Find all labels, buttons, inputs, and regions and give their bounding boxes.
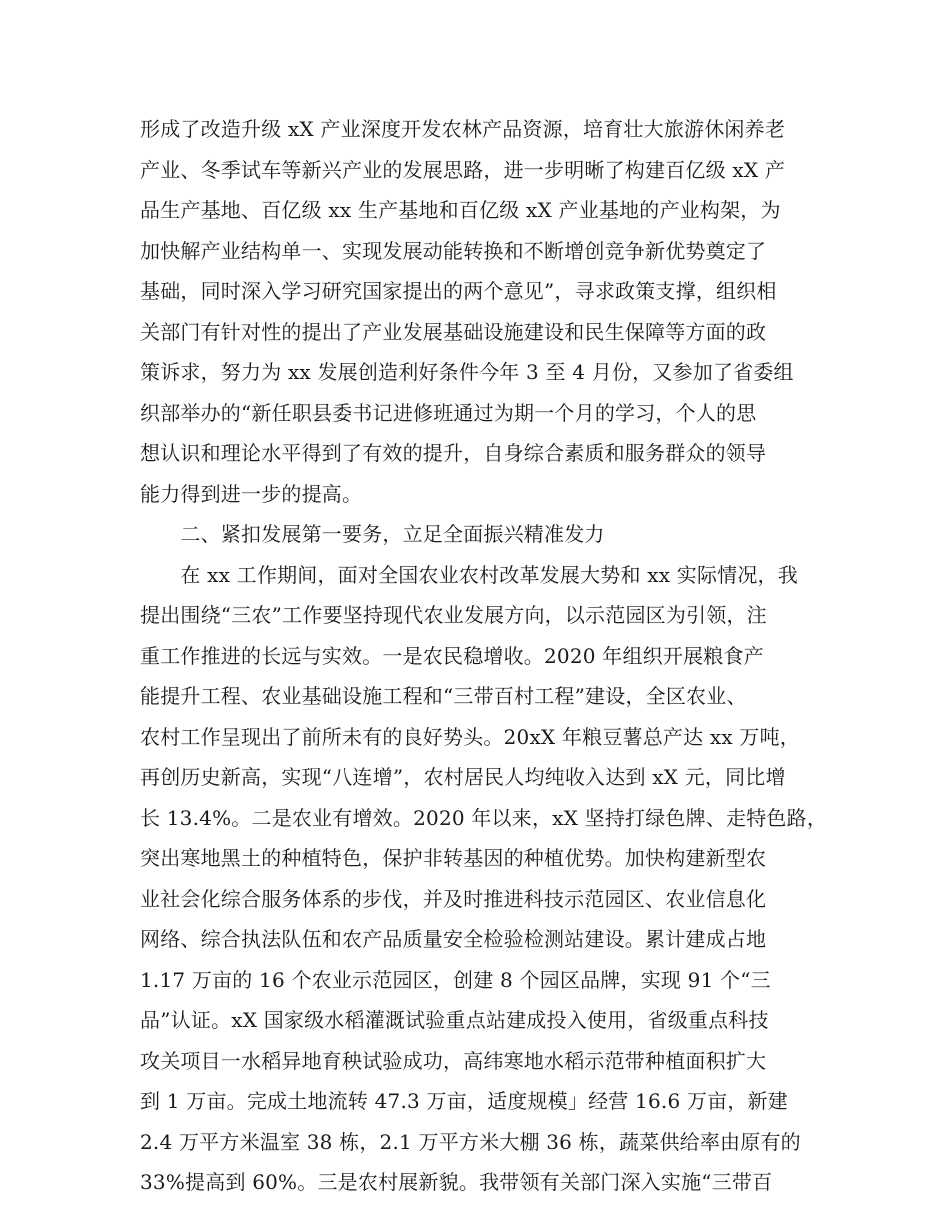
text-line: 想认识和理论水平得到了有效的提升，自身综合素质和服务群众的领导 <box>140 441 767 465</box>
text-line: 业社会化综合服务体系的步伐，并及时推进科技示范园区、农业信息化 <box>140 886 767 911</box>
text-line: 到 1 万亩。完成土地流转 47.3 万亩，适度规模」经营 16.6 万亩，新建 <box>140 1089 788 1113</box>
text-line: 产业、冬季试车等新兴产业的发展思路，进一步明晰了构建百亿级 xX 产 <box>140 157 786 182</box>
text-line: 品生产基地、百亿级 xx 生产基地和百亿级 xX 产业基地的产业构架，为 <box>140 198 781 222</box>
text-line: 2.4 万平方米温室 38 栋，2.1 万平方米大棚 36 栋，蔬菜供给率由原有的 <box>140 1129 801 1154</box>
text-line: 织部举办的“新任职县委书记进修班通过为期一个月的学习，个人的思 <box>140 400 757 425</box>
text-line: 形成了改造升级 xX 产业深度开发农林产品资源，培育壮大旅游休闲养老 <box>140 117 786 141</box>
text-line: 33%提高到 60%。三是农村展新貌。我带领有关部门深入实施“三带百 <box>140 1170 773 1194</box>
text-line: 网络、综合执法队伍和农产品质量安全检验检测站建设。累计建成占地 <box>140 927 767 951</box>
text-line: 长 13.4%。二是农业有增效。2020 年以来，xX 坚持打绿色牌、走特色路， <box>140 805 828 830</box>
text-line: 能力得到进一步的提高。 <box>140 481 363 506</box>
text-line: 基础，同时深入学习研究国家提出的两个意见”，寻求政策支撑，组织相 <box>140 279 777 303</box>
text-line: 再创历史新高，实现“八连增”，农村居民人均纯收入达到 xX 元，同比增 <box>140 765 786 789</box>
text-line: 品”认证。xX 国家级水稻灌溉试验重点站建成投入使用，省级重点科技 <box>140 1008 769 1032</box>
section-heading: 二、紧扣发展第一要务，立足全面振兴精准发力 <box>140 522 605 546</box>
text-line: 农村工作呈现出了前所未有的良好势头。20xX 年粮豆薯总产达 xx 万吨， <box>140 724 800 749</box>
document-body <box>140 109 840 1203</box>
text-line: 加快解产业结构单一、实现发展动能转换和不断增创竞争新优势奠定了 <box>140 238 767 263</box>
text-line: 策诉求，努力为 xx 发展创造利好条件今年 3 至 4 月份，又参加了省委组 <box>140 360 794 384</box>
text-line: 在 xx 工作期间，面对全国农业农村改革发展大势和 xx 实际情况，我 <box>140 562 798 587</box>
text-line: 1.17 万亩的 16 个农业示范园区，创建 8 个园区品牌，实现 91 个“三 <box>140 967 771 992</box>
text-line: 关部门有针对性的提出了产业发展基础设施建设和民生保障等方面的政 <box>140 319 767 344</box>
text-line: 提出围绕“三农”工作要坚持现代农业发展方向，以示范园区为引领，注 <box>140 603 767 627</box>
text-line: 能提升工程、农业基础设施工程和“三带百村工程”建设，全区农业、 <box>140 684 747 708</box>
text-line: 突出寒地黑土的种植特色，保护非转基因的种植优势。加快构建新型农 <box>140 846 767 870</box>
text-line: 重工作推进的长远与实效。一是农民稳增收。2020 年组织开展粮食产 <box>140 643 764 668</box>
text-line: 攻关项目一水稻异地育秧试验成功，高纬寒地水稻示范带种植面积扩大 <box>140 1048 767 1073</box>
